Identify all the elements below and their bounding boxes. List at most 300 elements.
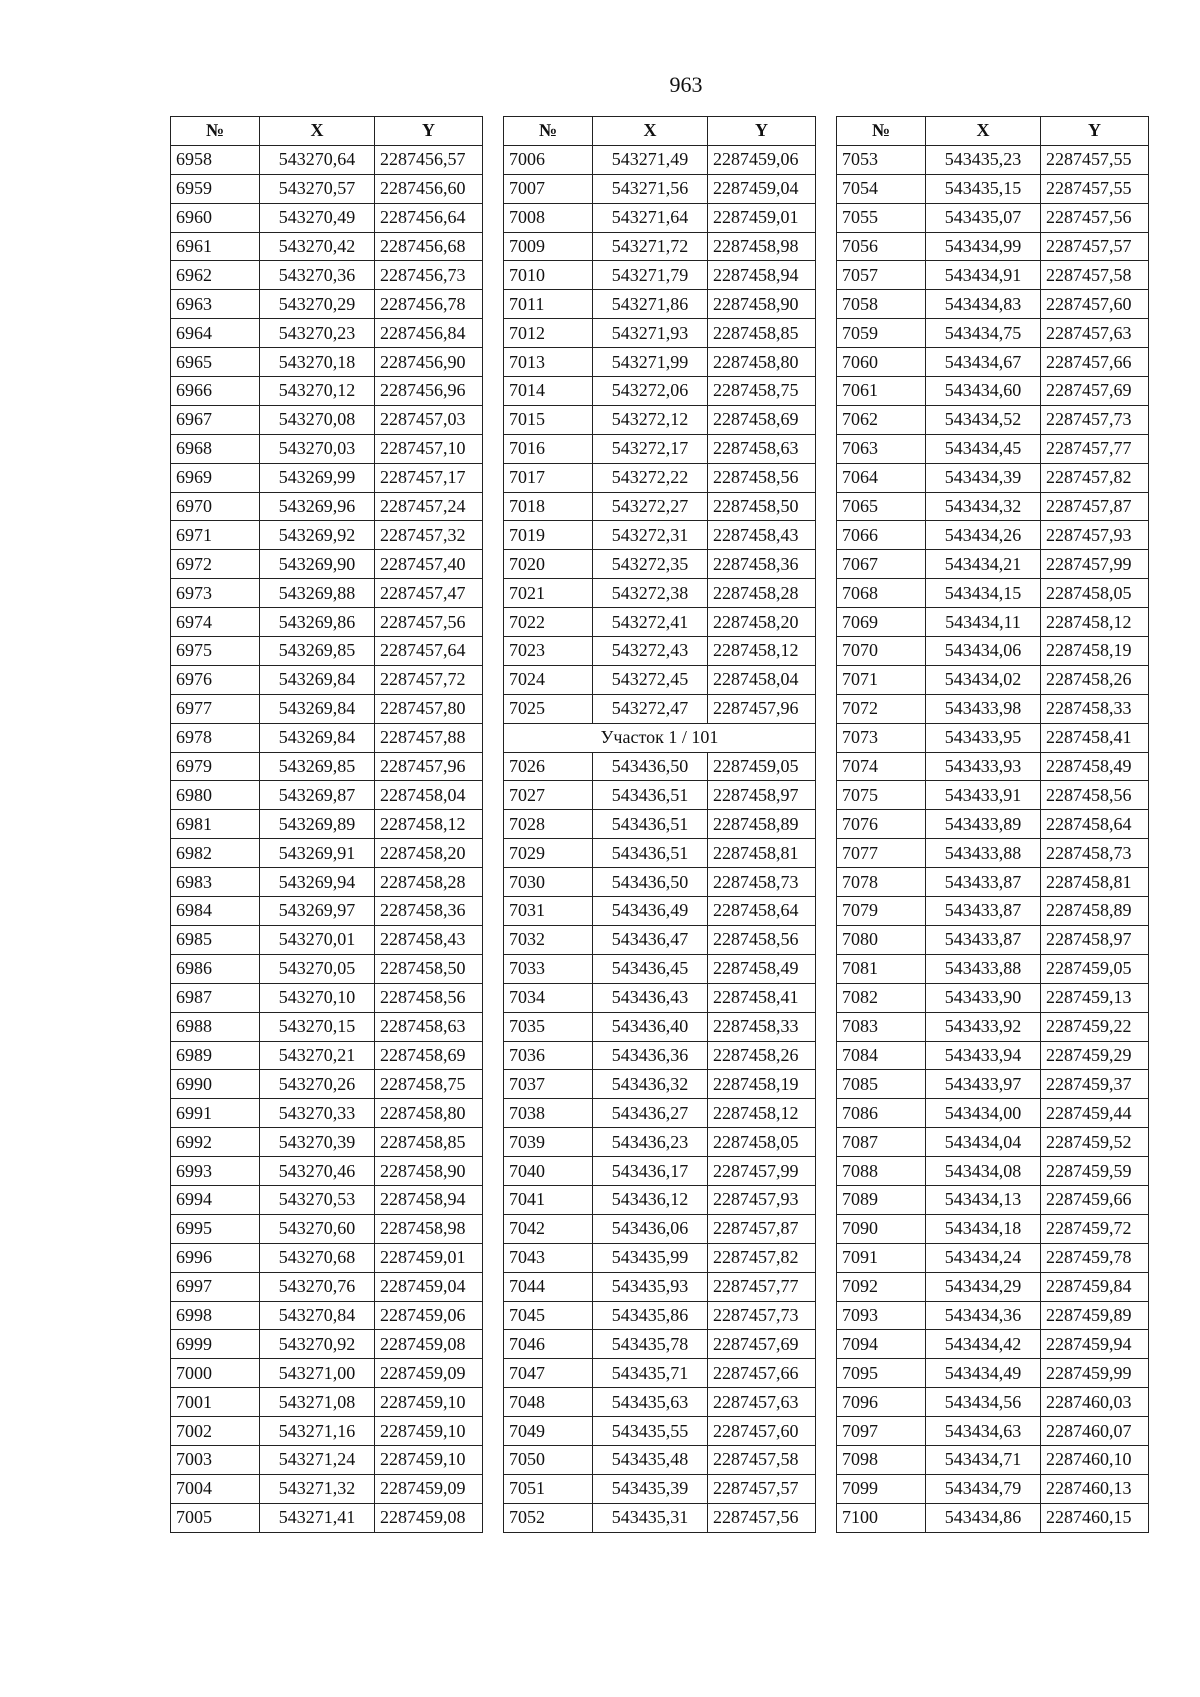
point-number-cell: 6975 bbox=[171, 637, 260, 666]
table-row bbox=[504, 694, 816, 723]
point-number-cell: 6966 bbox=[171, 377, 260, 406]
y-coordinate-cell: 2287458,49 bbox=[708, 954, 816, 983]
point-number-cell: 7025 bbox=[504, 694, 593, 723]
table-row bbox=[171, 1445, 483, 1474]
table-row bbox=[171, 1157, 483, 1186]
point-number-cell: 6981 bbox=[171, 810, 260, 839]
x-coordinate-cell: 543270,18 bbox=[260, 348, 375, 377]
point-number-cell: 6960 bbox=[171, 203, 260, 232]
y-coordinate-cell: 2287458,85 bbox=[375, 1128, 483, 1157]
point-number-cell: 7022 bbox=[504, 608, 593, 637]
point-number-cell: 6983 bbox=[171, 868, 260, 897]
x-coordinate-cell: 543270,29 bbox=[260, 290, 375, 319]
table-row bbox=[504, 1301, 816, 1330]
table-row bbox=[171, 550, 483, 579]
point-number-cell: 7002 bbox=[171, 1417, 260, 1446]
x-coordinate-cell: 543271,32 bbox=[260, 1474, 375, 1503]
point-number-cell: 7018 bbox=[504, 492, 593, 521]
point-number-cell: 7047 bbox=[504, 1359, 593, 1388]
x-coordinate-cell: 543272,47 bbox=[593, 694, 708, 723]
point-number-cell: 6995 bbox=[171, 1214, 260, 1243]
header-row bbox=[504, 117, 816, 146]
table-row bbox=[171, 983, 483, 1012]
point-number-cell: 7045 bbox=[504, 1301, 593, 1330]
x-coordinate-cell: 543271,16 bbox=[260, 1417, 375, 1446]
y-coordinate-cell: 2287459,84 bbox=[1041, 1272, 1149, 1301]
y-coordinate-cell: 2287459,09 bbox=[375, 1474, 483, 1503]
point-number-cell: 7084 bbox=[837, 1041, 926, 1070]
table-row bbox=[504, 1070, 816, 1099]
point-number-cell: 7012 bbox=[504, 319, 593, 348]
point-number-cell: 7032 bbox=[504, 925, 593, 954]
point-number-cell: 7017 bbox=[504, 463, 593, 492]
x-coordinate-cell: 543435,99 bbox=[593, 1243, 708, 1272]
x-coordinate-cell: 543270,01 bbox=[260, 925, 375, 954]
y-coordinate-cell: 2287459,04 bbox=[375, 1272, 483, 1301]
x-coordinate-cell: 543271,99 bbox=[593, 348, 708, 377]
y-coordinate-cell: 2287458,94 bbox=[375, 1185, 483, 1214]
x-coordinate-cell: 543434,63 bbox=[926, 1417, 1041, 1446]
table-row bbox=[837, 579, 1149, 608]
point-number-cell: 7005 bbox=[171, 1503, 260, 1532]
table-row bbox=[171, 1099, 483, 1128]
y-coordinate-cell: 2287457,56 bbox=[1041, 203, 1149, 232]
x-coordinate-cell: 543436,47 bbox=[593, 925, 708, 954]
x-coordinate-cell: 543271,79 bbox=[593, 261, 708, 290]
y-coordinate-cell: 2287458,33 bbox=[708, 1012, 816, 1041]
x-coordinate-cell: 543270,49 bbox=[260, 203, 375, 232]
point-number-cell: 6996 bbox=[171, 1243, 260, 1272]
x-coordinate-cell: 543270,05 bbox=[260, 954, 375, 983]
point-number-cell: 7088 bbox=[837, 1157, 926, 1186]
table-row bbox=[171, 1359, 483, 1388]
y-coordinate-cell: 2287458,69 bbox=[375, 1041, 483, 1070]
table-row bbox=[837, 1128, 1149, 1157]
table-row bbox=[504, 1474, 816, 1503]
y-coordinate-cell: 2287457,69 bbox=[1041, 377, 1149, 406]
table-row bbox=[504, 405, 816, 434]
table-row bbox=[837, 637, 1149, 666]
y-coordinate-cell: 2287457,93 bbox=[1041, 521, 1149, 550]
table-row bbox=[171, 1417, 483, 1446]
point-number-cell: 6985 bbox=[171, 925, 260, 954]
y-coordinate-cell: 2287457,96 bbox=[375, 752, 483, 781]
y-coordinate-cell: 2287457,82 bbox=[708, 1243, 816, 1272]
x-coordinate-cell: 543435,31 bbox=[593, 1503, 708, 1532]
point-number-cell: 7001 bbox=[171, 1388, 260, 1417]
x-coordinate-cell: 543435,23 bbox=[926, 145, 1041, 174]
y-coordinate-cell: 2287458,85 bbox=[708, 319, 816, 348]
point-number-cell: 7090 bbox=[837, 1214, 926, 1243]
x-coordinate-cell: 543436,50 bbox=[593, 752, 708, 781]
y-coordinate-cell: 2287458,12 bbox=[708, 1099, 816, 1128]
point-number-cell: 6992 bbox=[171, 1128, 260, 1157]
x-coordinate-cell: 543272,45 bbox=[593, 665, 708, 694]
point-number-cell: 7071 bbox=[837, 665, 926, 694]
table-row bbox=[504, 1157, 816, 1186]
point-number-cell: 7070 bbox=[837, 637, 926, 666]
point-number-cell: 6986 bbox=[171, 954, 260, 983]
x-coordinate-cell: 543270,12 bbox=[260, 377, 375, 406]
x-coordinate-cell: 543270,26 bbox=[260, 1070, 375, 1099]
point-number-cell: 7035 bbox=[504, 1012, 593, 1041]
point-number-cell: 7011 bbox=[504, 290, 593, 319]
table-row bbox=[837, 203, 1149, 232]
x-coordinate-cell: 543434,04 bbox=[926, 1128, 1041, 1157]
point-number-cell: 7020 bbox=[504, 550, 593, 579]
point-number-cell: 7008 bbox=[504, 203, 593, 232]
y-coordinate-cell: 2287459,06 bbox=[375, 1301, 483, 1330]
table-row bbox=[837, 694, 1149, 723]
table-row bbox=[171, 1128, 483, 1157]
y-coordinate-cell: 2287456,90 bbox=[375, 348, 483, 377]
point-number-cell: 7014 bbox=[504, 377, 593, 406]
x-coordinate-cell: 543435,55 bbox=[593, 1417, 708, 1446]
table-row bbox=[171, 1272, 483, 1301]
point-number-cell: 7003 bbox=[171, 1445, 260, 1474]
x-coordinate-cell: 543270,76 bbox=[260, 1272, 375, 1301]
x-coordinate-cell: 543269,99 bbox=[260, 463, 375, 492]
point-number-cell: 6962 bbox=[171, 261, 260, 290]
table-row bbox=[837, 781, 1149, 810]
point-number-cell: 6961 bbox=[171, 232, 260, 261]
table-row bbox=[837, 521, 1149, 550]
x-coordinate-cell: 543271,08 bbox=[260, 1388, 375, 1417]
point-number-cell: 7097 bbox=[837, 1417, 926, 1446]
table-row bbox=[171, 1214, 483, 1243]
table-row bbox=[171, 1330, 483, 1359]
y-coordinate-cell: 2287459,01 bbox=[375, 1243, 483, 1272]
point-number-cell: 7034 bbox=[504, 983, 593, 1012]
x-coordinate-cell: 543433,93 bbox=[926, 752, 1041, 781]
table-row bbox=[504, 492, 816, 521]
x-coordinate-cell: 543433,95 bbox=[926, 723, 1041, 752]
table-row bbox=[837, 954, 1149, 983]
x-coordinate-cell: 543436,50 bbox=[593, 868, 708, 897]
table-row bbox=[837, 1243, 1149, 1272]
y-coordinate-cell: 2287460,15 bbox=[1041, 1503, 1149, 1532]
x-coordinate-cell: 543434,36 bbox=[926, 1301, 1041, 1330]
point-number-cell: 7078 bbox=[837, 868, 926, 897]
section-row bbox=[504, 723, 816, 752]
y-coordinate-cell: 2287457,66 bbox=[1041, 348, 1149, 377]
y-coordinate-cell: 2287458,56 bbox=[1041, 781, 1149, 810]
y-coordinate-cell: 2287458,69 bbox=[708, 405, 816, 434]
x-coordinate-cell: 543435,71 bbox=[593, 1359, 708, 1388]
header-y: Y bbox=[1041, 117, 1149, 146]
point-number-cell: 6968 bbox=[171, 434, 260, 463]
point-number-cell: 7024 bbox=[504, 665, 593, 694]
y-coordinate-cell: 2287456,68 bbox=[375, 232, 483, 261]
page-number: 963 bbox=[669, 72, 703, 97]
table-row bbox=[504, 550, 816, 579]
table-row bbox=[171, 608, 483, 637]
table-row bbox=[504, 1012, 816, 1041]
y-coordinate-cell: 2287458,80 bbox=[708, 348, 816, 377]
table-row bbox=[171, 348, 483, 377]
table-row bbox=[171, 174, 483, 203]
point-number-cell: 7006 bbox=[504, 145, 593, 174]
point-number-cell: 7089 bbox=[837, 1185, 926, 1214]
x-coordinate-cell: 543270,39 bbox=[260, 1128, 375, 1157]
x-coordinate-cell: 543270,33 bbox=[260, 1099, 375, 1128]
y-coordinate-cell: 2287459,89 bbox=[1041, 1301, 1149, 1330]
point-number-cell: 7067 bbox=[837, 550, 926, 579]
point-number-cell: 6971 bbox=[171, 521, 260, 550]
point-number-cell: 7068 bbox=[837, 579, 926, 608]
y-coordinate-cell: 2287458,56 bbox=[375, 983, 483, 1012]
y-coordinate-cell: 2287456,57 bbox=[375, 145, 483, 174]
point-number-cell: 7016 bbox=[504, 434, 593, 463]
table-row bbox=[837, 319, 1149, 348]
y-coordinate-cell: 2287458,33 bbox=[1041, 694, 1149, 723]
point-number-cell: 7056 bbox=[837, 232, 926, 261]
point-number-cell: 6978 bbox=[171, 723, 260, 752]
y-coordinate-cell: 2287458,04 bbox=[708, 665, 816, 694]
x-coordinate-cell: 543271,56 bbox=[593, 174, 708, 203]
table-row bbox=[837, 174, 1149, 203]
table-row bbox=[504, 1243, 816, 1272]
y-coordinate-cell: 2287458,97 bbox=[708, 781, 816, 810]
y-coordinate-cell: 2287458,56 bbox=[708, 463, 816, 492]
x-coordinate-cell: 543269,85 bbox=[260, 752, 375, 781]
x-coordinate-cell: 543270,08 bbox=[260, 405, 375, 434]
table-row bbox=[837, 1330, 1149, 1359]
x-coordinate-cell: 543433,87 bbox=[926, 868, 1041, 897]
y-coordinate-cell: 2287458,28 bbox=[708, 579, 816, 608]
y-coordinate-cell: 2287459,52 bbox=[1041, 1128, 1149, 1157]
point-number-cell: 7075 bbox=[837, 781, 926, 810]
point-number-cell: 6998 bbox=[171, 1301, 260, 1330]
table-row bbox=[171, 579, 483, 608]
table-row bbox=[171, 1474, 483, 1503]
table-row bbox=[171, 290, 483, 319]
table-row bbox=[837, 463, 1149, 492]
table-row bbox=[837, 405, 1149, 434]
point-number-cell: 7027 bbox=[504, 781, 593, 810]
x-coordinate-cell: 543436,23 bbox=[593, 1128, 708, 1157]
point-number-cell: 7036 bbox=[504, 1041, 593, 1070]
point-number-cell: 6980 bbox=[171, 781, 260, 810]
x-coordinate-cell: 543269,97 bbox=[260, 897, 375, 926]
table-row bbox=[171, 1185, 483, 1214]
y-coordinate-cell: 2287458,19 bbox=[1041, 637, 1149, 666]
table-row bbox=[171, 752, 483, 781]
y-coordinate-cell: 2287458,56 bbox=[708, 925, 816, 954]
table-row bbox=[837, 1214, 1149, 1243]
x-coordinate-cell: 543270,60 bbox=[260, 1214, 375, 1243]
x-coordinate-cell: 543433,91 bbox=[926, 781, 1041, 810]
y-coordinate-cell: 2287457,72 bbox=[375, 665, 483, 694]
y-coordinate-cell: 2287458,81 bbox=[708, 839, 816, 868]
point-number-cell: 7081 bbox=[837, 954, 926, 983]
y-coordinate-cell: 2287458,43 bbox=[375, 925, 483, 954]
table-row bbox=[504, 1417, 816, 1446]
table-row bbox=[504, 925, 816, 954]
x-coordinate-cell: 543269,84 bbox=[260, 723, 375, 752]
table-row bbox=[837, 290, 1149, 319]
point-number-cell: 7040 bbox=[504, 1157, 593, 1186]
y-coordinate-cell: 2287456,84 bbox=[375, 319, 483, 348]
x-coordinate-cell: 543269,94 bbox=[260, 868, 375, 897]
y-coordinate-cell: 2287457,60 bbox=[708, 1417, 816, 1446]
table-row bbox=[837, 1474, 1149, 1503]
point-number-cell: 6965 bbox=[171, 348, 260, 377]
x-coordinate-cell: 543435,63 bbox=[593, 1388, 708, 1417]
point-number-cell: 7055 bbox=[837, 203, 926, 232]
point-number-cell: 7050 bbox=[504, 1445, 593, 1474]
y-coordinate-cell: 2287460,10 bbox=[1041, 1445, 1149, 1474]
point-number-cell: 7076 bbox=[837, 810, 926, 839]
x-coordinate-cell: 543436,45 bbox=[593, 954, 708, 983]
x-coordinate-cell: 543436,51 bbox=[593, 839, 708, 868]
x-coordinate-cell: 543434,26 bbox=[926, 521, 1041, 550]
table-row bbox=[171, 521, 483, 550]
point-number-cell: 7051 bbox=[504, 1474, 593, 1503]
header-num: № bbox=[504, 117, 593, 146]
table-row bbox=[171, 810, 483, 839]
x-coordinate-cell: 543434,60 bbox=[926, 377, 1041, 406]
y-coordinate-cell: 2287456,60 bbox=[375, 174, 483, 203]
table-row bbox=[504, 1388, 816, 1417]
y-coordinate-cell: 2287458,73 bbox=[708, 868, 816, 897]
y-coordinate-cell: 2287457,64 bbox=[375, 637, 483, 666]
x-coordinate-cell: 543435,15 bbox=[926, 174, 1041, 203]
y-coordinate-cell: 2287458,80 bbox=[375, 1099, 483, 1128]
table-row bbox=[171, 954, 483, 983]
table-row bbox=[504, 868, 816, 897]
y-coordinate-cell: 2287457,99 bbox=[1041, 550, 1149, 579]
point-number-cell: 7030 bbox=[504, 868, 593, 897]
y-coordinate-cell: 2287458,63 bbox=[375, 1012, 483, 1041]
y-coordinate-cell: 2287456,64 bbox=[375, 203, 483, 232]
x-coordinate-cell: 543272,31 bbox=[593, 521, 708, 550]
x-coordinate-cell: 543434,24 bbox=[926, 1243, 1041, 1272]
coordinates-table-2 bbox=[503, 116, 816, 1533]
table-row bbox=[504, 1503, 816, 1532]
x-coordinate-cell: 543272,38 bbox=[593, 579, 708, 608]
point-number-cell: 7096 bbox=[837, 1388, 926, 1417]
point-number-cell: 7062 bbox=[837, 405, 926, 434]
x-coordinate-cell: 543269,89 bbox=[260, 810, 375, 839]
table-row bbox=[504, 637, 816, 666]
point-number-cell: 6959 bbox=[171, 174, 260, 203]
point-number-cell: 6967 bbox=[171, 405, 260, 434]
y-coordinate-cell: 2287458,49 bbox=[1041, 752, 1149, 781]
x-coordinate-cell: 543272,12 bbox=[593, 405, 708, 434]
x-coordinate-cell: 543436,51 bbox=[593, 810, 708, 839]
x-coordinate-cell: 543272,43 bbox=[593, 637, 708, 666]
x-coordinate-cell: 543272,41 bbox=[593, 608, 708, 637]
x-coordinate-cell: 543270,03 bbox=[260, 434, 375, 463]
table-row bbox=[504, 897, 816, 926]
x-coordinate-cell: 543436,12 bbox=[593, 1185, 708, 1214]
point-number-cell: 7094 bbox=[837, 1330, 926, 1359]
point-number-cell: 7057 bbox=[837, 261, 926, 290]
x-coordinate-cell: 543434,49 bbox=[926, 1359, 1041, 1388]
coordinates-table-3 bbox=[836, 116, 1149, 1533]
point-number-cell: 7059 bbox=[837, 319, 926, 348]
x-coordinate-cell: 543433,89 bbox=[926, 810, 1041, 839]
y-coordinate-cell: 2287458,50 bbox=[708, 492, 816, 521]
header-x: X bbox=[926, 117, 1041, 146]
point-number-cell: 7042 bbox=[504, 1214, 593, 1243]
point-number-cell: 7085 bbox=[837, 1070, 926, 1099]
y-coordinate-cell: 2287459,29 bbox=[1041, 1041, 1149, 1070]
point-number-cell: 7007 bbox=[504, 174, 593, 203]
point-number-cell: 7054 bbox=[837, 174, 926, 203]
y-coordinate-cell: 2287459,01 bbox=[708, 203, 816, 232]
x-coordinate-cell: 543434,13 bbox=[926, 1185, 1041, 1214]
y-coordinate-cell: 2287459,44 bbox=[1041, 1099, 1149, 1128]
table-row bbox=[171, 319, 483, 348]
x-coordinate-cell: 543436,40 bbox=[593, 1012, 708, 1041]
header-y: Y bbox=[375, 117, 483, 146]
x-coordinate-cell: 543434,42 bbox=[926, 1330, 1041, 1359]
point-number-cell: 7052 bbox=[504, 1503, 593, 1532]
y-coordinate-cell: 2287458,63 bbox=[708, 434, 816, 463]
x-coordinate-cell: 543270,10 bbox=[260, 983, 375, 1012]
point-number-cell: 7031 bbox=[504, 897, 593, 926]
point-number-cell: 7072 bbox=[837, 694, 926, 723]
table-row bbox=[171, 1301, 483, 1330]
x-coordinate-cell: 543434,45 bbox=[926, 434, 1041, 463]
y-coordinate-cell: 2287459,10 bbox=[375, 1388, 483, 1417]
table-row bbox=[837, 752, 1149, 781]
point-number-cell: 7038 bbox=[504, 1099, 593, 1128]
table-row bbox=[504, 608, 816, 637]
table-row bbox=[504, 665, 816, 694]
header-y: Y bbox=[708, 117, 816, 146]
y-coordinate-cell: 2287458,28 bbox=[375, 868, 483, 897]
point-number-cell: 7091 bbox=[837, 1243, 926, 1272]
y-coordinate-cell: 2287459,37 bbox=[1041, 1070, 1149, 1099]
x-coordinate-cell: 543434,79 bbox=[926, 1474, 1041, 1503]
table-row bbox=[171, 897, 483, 926]
y-coordinate-cell: 2287458,90 bbox=[708, 290, 816, 319]
section-label: Участок 1 / 101 bbox=[504, 723, 816, 752]
y-coordinate-cell: 2287458,12 bbox=[1041, 608, 1149, 637]
x-coordinate-cell: 543433,90 bbox=[926, 983, 1041, 1012]
x-coordinate-cell: 543270,53 bbox=[260, 1185, 375, 1214]
x-coordinate-cell: 543433,87 bbox=[926, 925, 1041, 954]
point-number-cell: 7000 bbox=[171, 1359, 260, 1388]
point-number-cell: 6963 bbox=[171, 290, 260, 319]
point-number-cell: 6970 bbox=[171, 492, 260, 521]
x-coordinate-cell: 543270,15 bbox=[260, 1012, 375, 1041]
x-coordinate-cell: 543435,48 bbox=[593, 1445, 708, 1474]
y-coordinate-cell: 2287457,24 bbox=[375, 492, 483, 521]
table-row bbox=[837, 1070, 1149, 1099]
point-number-cell: 7004 bbox=[171, 1474, 260, 1503]
point-number-cell: 7099 bbox=[837, 1474, 926, 1503]
y-coordinate-cell: 2287458,43 bbox=[708, 521, 816, 550]
table-row bbox=[504, 810, 816, 839]
y-coordinate-cell: 2287460,07 bbox=[1041, 1417, 1149, 1446]
x-coordinate-cell: 543436,36 bbox=[593, 1041, 708, 1070]
x-coordinate-cell: 543434,91 bbox=[926, 261, 1041, 290]
point-number-cell: 7026 bbox=[504, 752, 593, 781]
table-row bbox=[837, 434, 1149, 463]
table-row bbox=[504, 261, 816, 290]
point-number-cell: 6982 bbox=[171, 839, 260, 868]
y-coordinate-cell: 2287458,04 bbox=[375, 781, 483, 810]
y-coordinate-cell: 2287458,20 bbox=[375, 839, 483, 868]
table-row bbox=[504, 954, 816, 983]
table-row bbox=[504, 1272, 816, 1301]
x-coordinate-cell: 543270,46 bbox=[260, 1157, 375, 1186]
point-number-cell: 7009 bbox=[504, 232, 593, 261]
